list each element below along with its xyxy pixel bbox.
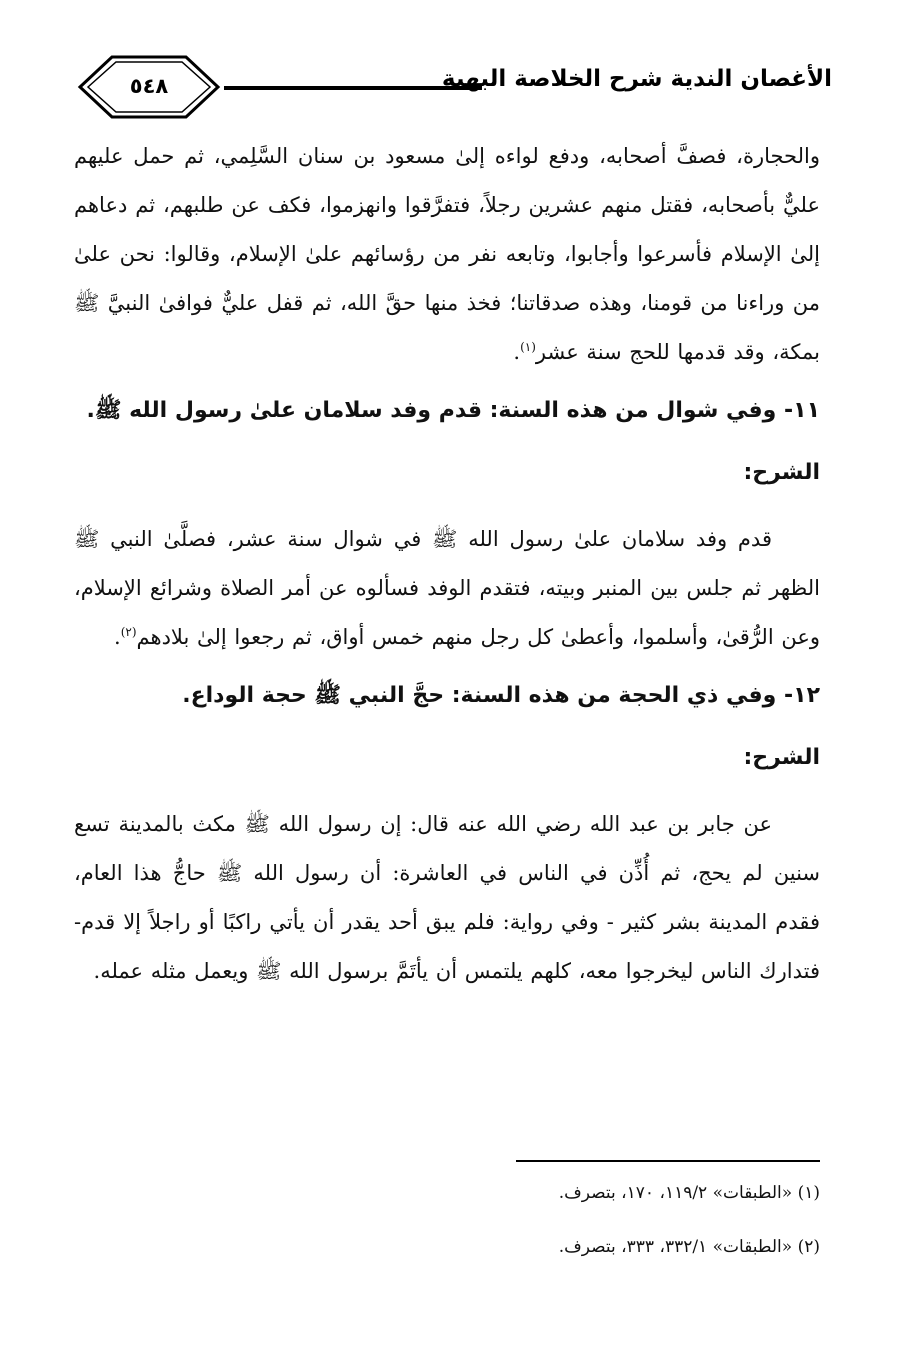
footnotes	[74, 1180, 820, 1260]
page-header	[74, 52, 832, 122]
section-heading: ١٢- وفي ذي الحجة من هذه السنة: حجَّ النبي ﷺ حجة الوداع.	[182, 683, 820, 708]
paragraph-end: .	[513, 340, 521, 364]
paragraph-text: والحجارة، فصفَّ أصحابه، ودفع لواءه إلىٰ مسعود بن سنان السَّلِمي، ثم حمل عليهم عليٌّ بأصحابه، فقتل منهم عشرين رجلاً، فتفرَّقوا وانهزموا، فكف عن طلبهم، ثم دعاهم إلىٰ الإسلام فأسرعوا وأجابوا، وتابعه نفر من رؤسائهم علىٰ الإسلام، وقالوا: نحن علىٰ من وراءنا من قومنا، وهذه صدقاتنا؛ فخذ منها حقَّ الله، ثم قفل عليٌّ فوافىٰ النبيَّ ﷺ بمكة، وقد قدمها للحج سنة عشر	[74, 144, 820, 364]
section-heading: ١١- وفي شوال من هذه السنة: قدم وفد سلامان علىٰ رسول الله ﷺ.	[86, 398, 820, 423]
page-number: ٥٤٨	[129, 74, 169, 98]
paragraph-end: .	[114, 625, 121, 649]
footnote: (٢) «الطبقات» ٣٣٢/١، ٣٣٣، بتصرف.	[558, 1237, 820, 1257]
footnote-separator	[516, 1160, 820, 1162]
commentary-label: الشرح:	[743, 460, 820, 485]
paragraph-text: قدم وفد سلامان علىٰ رسول الله ﷺ في شوال سنة عشر، فصلَّىٰ النبي ﷺ الظهر ثم جلس بين المنبر وبيته، فتقدم الوفد فسألوه عن أمر الصلاة وشرائع الإسلام، وعن الرُّقىٰ، وأسلموا، وأعطىٰ كل رجل منهم خمس أواق، ثم رجعوا إلىٰ بلادهم	[74, 527, 820, 649]
paragraph	[74, 132, 820, 377]
footnote-ref: (١)	[520, 340, 536, 354]
footnote: (١) «الطبقات» ١١٩/٢، ١٧٠، بتصرف.	[558, 1183, 820, 1203]
running-title: الأغصان الندية شرح الخلاصة البهية	[441, 66, 832, 92]
main-text	[74, 128, 820, 996]
commentary-label: الشرح:	[743, 745, 820, 770]
paragraph: عن جابر بن عبد الله رضي الله عنه قال: إن رسول الله ﷺ مكث بالمدينة تسع سنين لم يحج، ثم أُذِّن في الناس في العاشرة: أن رسول الله ﷺ حاجُّ هذا العام، فقدم المدينة بشر كثير - وفي رواية: فلم يبق أحد يقدر أن يأتي راكبًا أو راجلاً إلا قدم- فتدارك الناس ليخرجوا معه، كلهم يلتمس أن يأتَمَّ برسول الله ﷺ ويعمل مثله عمله.	[74, 812, 820, 983]
footnote-ref: (٢)	[120, 625, 137, 639]
paragraph	[74, 515, 820, 662]
page-number-badge	[74, 52, 224, 122]
